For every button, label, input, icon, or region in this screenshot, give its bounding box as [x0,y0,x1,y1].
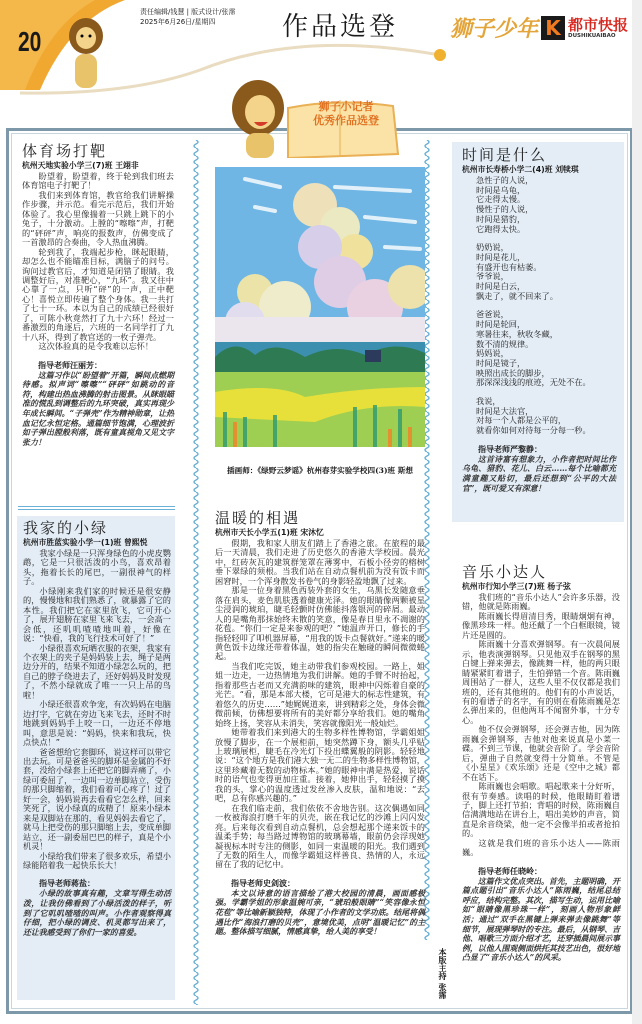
poem-line: 我说， [476,396,501,407]
logo-english: DUSHIKUAIBAO [568,33,616,39]
editor-line: 责任编辑/钱慧 | 版式设计/张霈 [140,8,236,16]
teacher-name: 指导老师汪丽芳： [38,360,102,370]
teacher-name: 指导老师蒋盐： [39,879,95,889]
page-edge [632,0,642,1024]
teacher-name: 指导老师任晓岭： [478,866,542,876]
paragraph: 她带着我们来到港大的生物多样性博物馆，学霸姐姐放慢了脚步，在一个展柜前，她突然蹲下身，额头几乎贴上玻璃展柜，睫毛在冷光灯下投出蝶翼般的阴影。轻轻地说：“这个地方是我们港大独一无二的生物多样性博物馆，这里珍藏着无数的动物标本。”她的眼神中满是热爱，说话时的语气也变得更加庄重。接着，她伸出手，轻轻摸了摸我的头，掌心的温度透过发丝渗入皮肤，温和地说：“去吧，总有你感兴趣的。” [215,727,425,804]
column-brand-logo: 狮子少年 [450,17,539,42]
logo-mark: K [541,16,565,40]
illustration-painting [215,167,425,447]
poem-line: 时间是猎豹， [476,213,526,224]
article-author: 杭州市胜蓝实验小学一(1)班 曾熙悦 [23,538,148,547]
article-what-is-time [452,142,624,522]
poem-line: 映照出成长的脚步， [476,367,550,378]
paragraph: 我们班的“音乐小达人”会许多乐器，没错，他就是陈雨巍。 [462,592,620,612]
paragraph: 陈雨巍长得眉清目秀，眼睛炯炯有神，像黑珍珠一样。他还戴了一个白框眼镜，镜片还是圆的。 [462,610,620,640]
paragraph: 我们来到体育馆，教官给我们讲解操作步骤，并示范。看完示范后，我们开始体验了。我心里像揣着一只跳上跳下的小兔子，十分激动。上膛的“嚓嚓”声，打靶的“砰砰”声，响亮的报数声，仿佛变成了一首激昂的合奏曲，令人热血沸腾。 [22,189,174,248]
paragraph: 陈雨巍十分喜欢弹钢琴。有一次晨间展示，他表演弹钢琴。只见他双手在钢琴的黑白键上弹来弹去，像跳舞一样，他的两只眼睛紧紧盯着谱子，生怕弹错一个音。陈雨巍周围站了一群人，这些人里不仅仅都是我们班的，还有其他班的。他们有的小声说话，有的看谱子的名字，有的则在看陈雨巍是怎么弹出来的，但他两耳不闻窗外事，十分专心。 [462,639,620,725]
paragraph: 轮到我了，我端起步枪，眯起眼睛，却怎么也不能瞄准目标，满脑子的问号。询问过教官后，才知道是闭错了眼睛。我调整好后，对准靶心，“九环”。我又往中心靠了一点，只听“砰”的一声，正中靶心！喜悦立即传遍了整个身体。我一共打了七十一环。本以为自己的成绩已经很好了，可陈小秋竟然打了九十六环！经过一番激烈的角逐后，六班的一名同学打了九十八环，得到了教官送的一枚子弹壳。 [22,246,174,342]
teacher-comment: 这篇习作以“盼望着”开篇，瞬间点燃期待感。拟声词“嚓嚓”“砰砰”如跳动的音符，构建出热血沸腾的射击图景。从眯眼瞄准的慌乱到调整后的九环突破，真实再现少年成长瞬间。“子弹壳”作为精神勋章，让热血记忆永恒定格。通篇细节饱满，心理波折如子弹出膛般利落，既有童真视角又见文字张力！ [22,370,174,447]
paragraph: 那是一位身着黑色西装外套的女生，乌黑长发随意垂落在肩头，麦色肌肤透着健康光泽。她的眼睛像两颗被星尘浸润的琥珀，睫毛轻颤时仿佛能抖落银河的碎屑。最动人的是嘴角那抹始终未散的笑意，像是春日里永不凋谢的花苞。“你们一定是来参观的吧？”她温声开口，修长的手指轻轻叩了叩机器屏幕，“用我的饭卡点餐就好。”递来的暖黄色饭卡边缘还带着体温，她的指尖在触碰的瞬间微微蜷起。 [215,585,425,662]
article-shooting [22,142,174,447]
paragraph: 小绿还很喜欢争宠，有次妈妈在电脑边打字，它就在旁边飞来飞去，还时不时地跳到妈妈手上咬一口，一边还不停地叫，意思是说：“妈妈，快来和我玩，快点快点！” [23,699,171,748]
page-number: 20 [18,26,42,57]
article-title: 体育场打靶 [22,142,108,160]
poem-line: 慢性子的人说， [476,204,534,215]
date-line: 2025年6月26日/星期四 [140,18,216,26]
poem-body [462,176,616,436]
article-title: 温暖的相遇 [215,509,301,527]
paragraph: 小绿给我们带来了很多欢乐，希望小绿能陪着我一起快乐长大！ [23,850,171,870]
article-title: 我家的小绿 [23,519,109,537]
paragraph: 爸爸想给它套脚环，说这样可以带它出去玩。可是爸爸买的脚环是金属的不好套，没给小绿套上还把它的脚弄痛了，小绿可委屈了，一边叫一边单脚站立，受伤的那只脚缩着，我们看着可心疼了！过了好一会，妈妈说再去看看它怎么样，回来笑死了，说小绿真的成精了！原来小绿本来是双脚站在那的，看见妈妈去看它了，就马上把受伤的那只脚缩上去，变成单脚站立，还一副委屈巴巴的样子，真是个小机灵！ [23,746,171,852]
poem-line: 爸爸说， [476,309,509,320]
paragraph: 我家小绿是一只浑身绿色的小虎皮鹦鹉，它是一只很活泼的小鸟，喜欢昂着头，拖着长长的尾巴，一副很神气的样子。 [23,548,171,587]
poem-line: 奶奶说， [476,242,509,253]
poem-line: 对每一个人都是公平的， [476,415,567,426]
paragraph: 他不仅会弹钢琴，还会弹吉他，因为陈雨巍会弹钢琴，吉他对他来说真是小菜一碟。不到三节课，他就会音阶了。学会音阶后，弹曲子自然就变得十分简单。不管是《小星星》《欢乐颂》还是《空中之城》都不在话下。 [462,724,620,782]
article-author: 杭州市天长小学五(1)班 宋沐忆 [215,528,324,537]
teacher-name: 指导老师严黎静： [478,444,542,454]
article-title: 音乐小达人 [462,563,548,581]
poem-line: 飘走了，就不回来了。 [476,290,558,301]
poem-line: 时间是镜子， [476,357,526,368]
paragraph: 小绿刚来我们家的时候还是很安静的，慢慢地和我们熟悉了，就暴露了它的本性。我们把它在家里放飞，它可开心了，展开翅膀在家里飞来飞去，一会高一会低，还叽叽喳喳地叫着，好像在说：“快看，我的飞行技术可好了！” [23,585,171,644]
banner-line2: 优秀作品选登 [313,114,379,127]
paragraph: 假期，我和家人朋友们踏上了香港之旅。在旅程的最后一天清晨，我们走进了历史悠久的香港大学校园。晨光中，红砖灰瓦的建筑群笼罩在薄雾中，石板小径旁的榕树垂下翠绿的须根。当我们站在自动点餐机前为没有饭卡而困窘时，一个浑身散发书卷气的身影轻盈地飘了过来。 [215,538,425,586]
teacher-comment: 这篇作文优点突出。首先，主题明确，开篇点题引出“音乐小达人”陈雨巍，结尾总结呼应，结构完整。其次，描写生动，运用比喻如“眼睛像黑珍珠一样”，刻画人物形象鲜活；通过“双手在黑键上弹来弹去像跳舞”等细节，展现弹琴时的专注。最后，从钢琴、吉他、唱歌三方面介绍才艺，还穿插晨间展示事例，以他人围观侧面烘托其技艺出色，很好地凸显了“音乐小达人”的风采。 [462,876,620,963]
poem-line: 它跑得太快。 [476,223,526,234]
logo-text: 都市快报 [568,16,629,34]
poem-line: 急性子的人说， [476,175,534,185]
poem-line: 时间是花儿， [476,251,526,262]
poem-line: 时间是大法官， [476,405,534,416]
article-music-star [462,563,620,963]
poem-line: 数不清的规律。 [476,338,534,349]
double-divider [18,506,175,510]
banner-line1: 狮子小记者 [318,100,374,113]
wavy-divider [192,140,200,1005]
newspaper-logo [541,16,628,40]
teacher-comment: 小绿的故事真有趣，文章写得生动活泼，让我仿佛看到了小绿活泼的样子，听到了它叽叽喳喳的叫声。小作者观察得真仔细，把小绿的调皮、机灵都写出来了，还让我感受到了你们一家的喜爱。 [23,889,171,937]
poem-line: 那深深浅浅的痕迹，无处不在。 [476,377,591,388]
poem-line: 有盛开也有枯萎。 [476,261,542,272]
article-author: 杭州市行知小学三(7)班 杨子弦 [462,582,571,591]
poem-line: 它走得太慢。 [476,194,526,205]
lion-mascot-icon [66,16,106,92]
poem-line: 妈妈说， [476,348,509,359]
paragraph: 盼望着，盼望着，终于轮到我们班去体育馆电子打靶了！ [22,171,174,191]
poem-line: 时间是乌龟， [476,184,526,195]
section-title: 作品选登 [282,12,399,42]
article-warm-encounter [215,509,425,937]
poem-line: 寒暑往来，秋收冬藏， [476,328,558,339]
article-title: 时间是什么 [462,146,548,164]
illustration-caption: 插画师：《绿野云梦谣》杭州春芽实验学校四(3)班 斯想 [227,466,413,475]
paragraph: 在我们临走前，我们依依不舍地告别。这次偶遇如同一枚被海浪打磨千年的贝壳，嵌在我记忆的沙滩上闪闪发亮。后来每次看到自动点餐机，总会想起那个递来饭卡的温柔手势；每当路过博物馆的玻璃幕墙，眼前仍会浮现她凝视标本时专注的侧影，如同一束温暖的阳光。我们遇到了无数的陌生人，而像学霸姐这样善良、热情的人，永远留在了我的记忆中。 [215,802,425,870]
article-little-green [17,516,175,1000]
teacher-comment: 这首诗富有想象力，小作者把时间比作乌龟、猎豹、花儿、白云……每个比喻都充满童趣又贴切，最后还想到“公平的大法官”，既可爱又有深意！ [462,454,616,493]
poem-line: 时间是轮回， [476,319,526,330]
poem-line: 时间是白云， [476,281,526,292]
paragraph: 陈雨巍也会唱歌。唱起歌来十分好听，很有节奏感。读唱的时候，他眼睛盯着谱子，脚上还打节拍；背唱的时候，陈雨巍自信满满地站在讲台上，唱出美妙的声音，简直是余音绕梁，他一定不会像半拍或者抢拍的。 [462,781,620,839]
article-author: 杭州市长寿桥小学二(4)班 刘犊琪 [462,165,579,174]
paragraph: 这就是我们班的音乐小达人——陈雨巍。 [462,837,620,858]
poem-line: 爷爷说， [476,271,509,282]
poem-line: 就看你如何对待每一分每一秒。 [476,425,591,436]
paragraph: 小绿很喜欢玩晒衣服的衣架，我家有个衣架上的夹子是妈妈装上去，绳子是两边分开的，结果不知道小绿怎么玩的，把自己的脖子绕进去了，还好妈妈及时发现了，不然小绿就成了唯一一只上吊的鸟啦！ [23,642,171,700]
paragraph: 这次体验真的是令我难以忘怀！ [38,341,154,352]
article-author: 杭州天地实验小学三(7)班 王翊非 [22,161,139,170]
paragraph: 当我们吃完饭，她主动带我们参观校园。一路上，姐姐一边走，一边热情地为我们讲解。她的手臂不时抬起，指着那些古老而又充满韵味的建筑，眼神中闪烁着自豪的光芒。“看，那是本部大楼，它可是港大的标志性建筑，有着悠久的历史……”她娓娓道来，讲到精彩之处，身体会微微前倾，仿佛想要将所有的美好都分享给我们。她的嘴角始终上扬，笑容从未消失，笑容就像阳光一般灿烂。 [215,660,425,728]
teacher-name: 指导老师史剑波： [231,878,295,888]
page-host-credit: 本版主持 张霈 [438,948,447,999]
teacher-comment: 本文以诗意的语言描绘了港大校园的清晨，画面感极强。学霸学姐的形象温婉可亲，“琥珀般眼睛”“笑容像永恒花苞”等比喻新颖独特，体现了小作者的文学功底。结尾将偶遇比作“海浪打磨的贝壳”，意境优美，点明“温暖记忆”的主题。整体描写细腻，情感真挚，给人美的享受！ [215,888,425,937]
